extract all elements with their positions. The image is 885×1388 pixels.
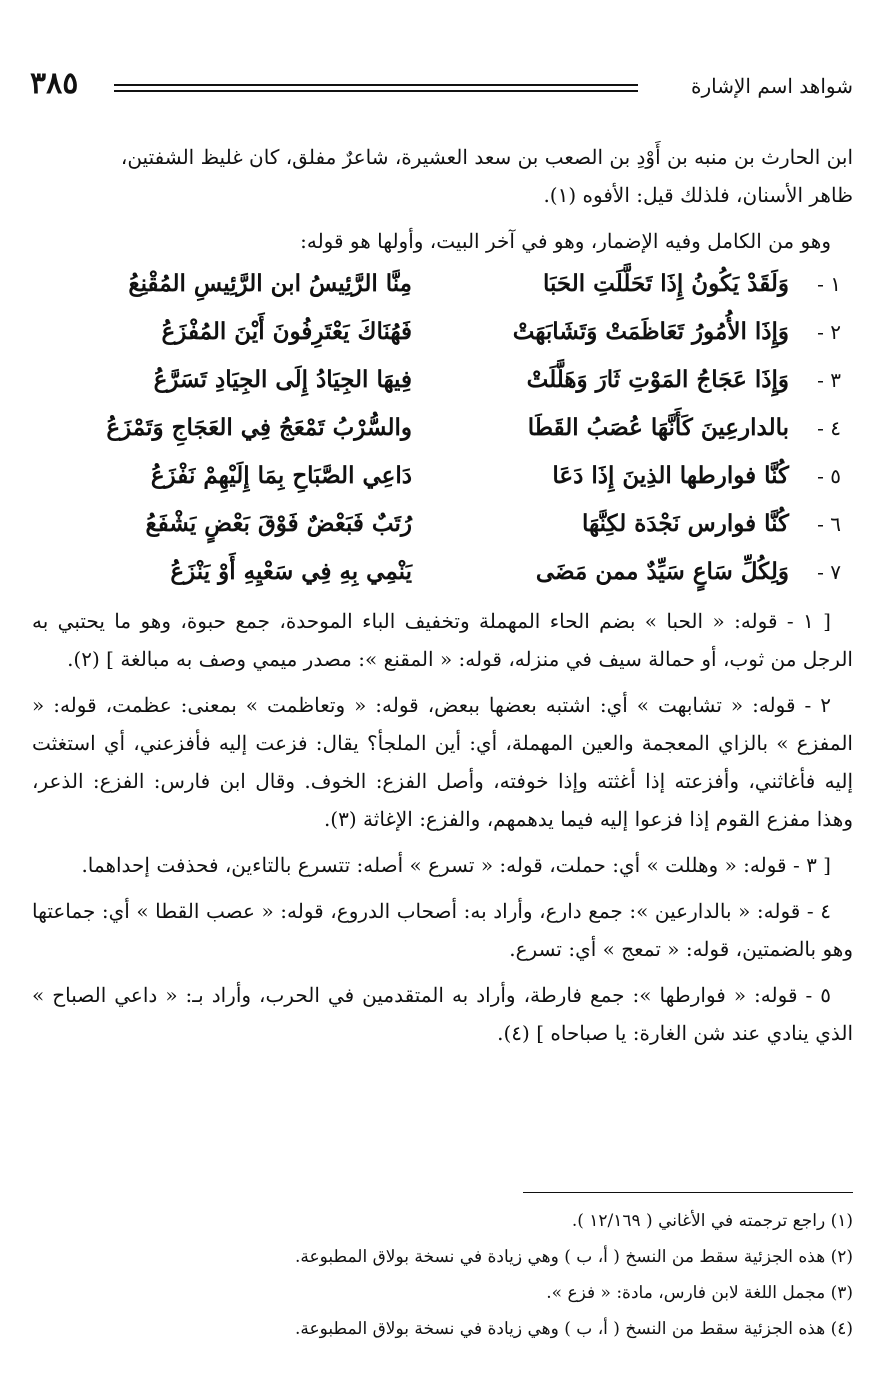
verse (32, 266, 853, 314)
header-rule-top (114, 84, 638, 86)
verse-first-hemistich: كُنَّا فوارطها الذِينَ إِذَا دَعَا (552, 462, 789, 489)
footnote-rule (523, 1192, 853, 1193)
running-title: شواهد اسم الإشارة (691, 74, 853, 98)
verse-number: ١ - (817, 272, 841, 296)
page-header (30, 62, 853, 114)
verse (32, 314, 853, 362)
commentary-verse-3: [ ٣ - قوله: « وهللت » أي: حملت، قوله: « تسرع » أصله: تتسرع بالتاءين، فحذفت إحداهما. (81, 853, 831, 877)
verse-number: ٧ - (817, 560, 841, 584)
commentary-verse-2: ٢ - قوله: « تشابهت » أي: اشتبه بعضها ببعض، قوله: « وتعاظمت » بمعنى: عظمت، قوله: « المفزع » بالزاي المعجمة والعين المهملة، أي: أين الملجأ؟ يقال: فزعت إليه فأفزعني، أي استغثت إليه فأغاثني، وأفزعته إذا أغثته وإذا خوفته، وأصل الفزع: الخوف. وقال ابن فارس: الفزع: الذعر، وهذا مفزع القوم إذا فزعوا إليه فيما يدهمهم، والفزع: الإغاثة (٣). (32, 693, 853, 831)
verse-second-hemistich: فَهُنَاكَ يَعْتَرِفُونَ أَيْنَ المُفْزَعُ (161, 318, 412, 345)
verse-number: ٢ - (817, 320, 841, 344)
verse-first-hemistich: بالدارعِينَ كَأَنَّهَا عُصَبُ القَطَا (527, 414, 789, 441)
verse-second-hemistich: مِنَّا الرَّئِيسُ ابن الرَّئِيسِ المُقْنِعُ (128, 270, 412, 297)
footnote: (٢) هذه الجزئية سقط من النسخ ( أ، ب ) وهي زيادة في نسخة بولاق المطبوعة. (294, 1247, 853, 1267)
intro-line-2: ظاهر الأسنان، فلذلك قيل: الأفوه (١). (543, 183, 853, 207)
verse-second-hemistich: فِيهَا الجِيَادُ إِلَى الجِيَادِ تَسَرَّعُ (153, 366, 412, 393)
verse (32, 506, 853, 554)
verse-number: ٣ - (817, 368, 841, 392)
poem (32, 266, 853, 602)
commentary-verse-1: [ ١ - قوله: « الحبا » بضم الحاء المهملة وتخفيف الباء الموحدة، جمع حبوة، وهو ما يحتبي به الرجل من ثوب، أو حمالة سيف في منزله، قوله: « المقنع »: مصدر ميمي وصف به مبالغة ] (٢). (32, 609, 853, 671)
footnotes (32, 1192, 853, 1347)
verse-number: ٤ - (817, 416, 841, 440)
verse-first-hemistich: وَإِذَا الأُمُورُ تَعَاظَمَتْ وَتَشَابَهَتْ (512, 318, 789, 345)
footnote: (٤) هذه الجزئية سقط من النسخ ( أ، ب ) وهي زيادة في نسخة بولاق المطبوعة. (294, 1319, 853, 1339)
verse (32, 410, 853, 458)
footnote: (٣) مجمل اللغة لابن فارس، مادة: « فزع ». (546, 1283, 853, 1303)
intro-line-1: ابن الحارث بن منبه بن أَوْدِ بن الصعب بن سعد العشيرة، شاعرٌ مفلق، كان غليظ الشفتين، (120, 145, 853, 169)
verse-first-hemistich: وَإِذَا عَجَاجُ المَوْتِ ثَارَ وَهَلَّلَتْ (526, 366, 789, 393)
verse-first-hemistich: كُنَّا فوارس نَجْدَة لكِنَّهَا (582, 510, 789, 537)
verse-number: ٦ - (817, 512, 841, 536)
header-rule-bottom (114, 90, 638, 92)
commentary-verse-5: ٥ - قوله: « فوارطها »: جمع فارطة، وأراد به المتقدمين في الحرب، وأراد بـ: « داعي الصباح » الذي ينادي عند شن الغارة: يا صباحاه ] (٤). (32, 983, 853, 1045)
verse (32, 458, 853, 506)
verse-first-hemistich: وَلِكُلِّ سَاعٍ سَيِّدٌ ممن مَضَى (535, 558, 789, 585)
verse-second-hemistich: يَنْمِي بِهِ فِي سَعْيِهِ أَوْ يَنْزَعُ (170, 558, 412, 585)
page-body (32, 138, 853, 1052)
page-number: ٣٨٥ (30, 66, 79, 101)
verse-first-hemistich: وَلَقَدْ يَكُونُ إِذَا تَحَلَّلَتِ الحَبَا (542, 270, 789, 297)
verse-second-hemistich: دَاعِي الصَّبَاحِ بِمَا إِلَيْهِمْ نَفْزَعُ (150, 462, 412, 489)
commentary-verse-4: ٤ - قوله: « بالدارعين »: جمع دارع، وأراد به: أصحاب الدروع، قوله: « عصب القطا » أي: جماعتها وهو بالضمتين، قوله: « تمعج » أي: تسرع. (32, 899, 853, 961)
meter-description: وهو من الكامل وفيه الإضمار، وهو في آخر البيت، وأولها هو قوله: (300, 229, 831, 253)
verse (32, 362, 853, 410)
verse-number: ٥ - (817, 464, 841, 488)
verse (32, 554, 853, 602)
footnote: (١) راجع ترجمته في الأغاني ( ١٢/١٦٩ ). (571, 1211, 853, 1231)
verse-second-hemistich: رُتَبٌ فَبَعْضٌ فَوْقَ بَعْضٍ يَشْفَعُ (145, 510, 412, 537)
verse-second-hemistich: والسُّرْبُ تَمْعَجُ فِي العَجَاجِ وَتَمْزَعُ (106, 414, 412, 441)
